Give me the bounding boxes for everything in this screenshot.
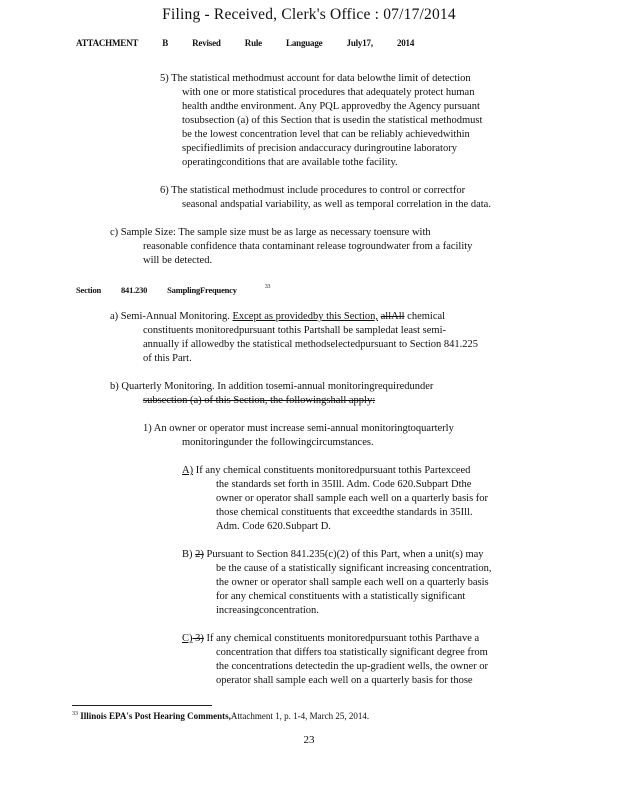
item-a-lead: a) Semi-Annual Monitoring. [110, 311, 233, 322]
item-6-line: seasonal andspatial variability, as well as temporal correlation in the data. [182, 199, 491, 210]
item-B-text: Pursuant to Section 841.235(c)(2) of this Part, when a unit(s) may [203, 549, 484, 560]
item-b1-line: monitoringunder the followingcircumstances. [182, 437, 374, 448]
item-5-line: 5) The statistical methodmust account for data belowthe limit of detection [160, 73, 471, 84]
attachment-revised: Revised [192, 38, 221, 48]
inserted-text: A) [182, 465, 194, 476]
item-5-line: with one or more statistical procedures that adequately protect human [182, 87, 475, 98]
item-c-line: c) Sample Size: The sample size must be as large as necessary toensure with [110, 227, 431, 238]
item-B-line: for any chemical constituents with a statistically significant [216, 591, 466, 602]
footnote-citation: Attachment 1, p. 1-4, March 25, 2014. [230, 711, 370, 721]
section-title: SamplingFrequency [167, 285, 237, 295]
footnote [72, 711, 369, 721]
item-A-line: Adm. Code 620.Subpart D. [216, 521, 331, 532]
attachment-rule: Rule [244, 38, 262, 48]
item-C-line: operator shall sample each well on a quarterly basis for those [216, 675, 473, 686]
struck-text: 2) [195, 549, 204, 560]
item-B-line: increasingconcentration. [216, 605, 319, 616]
item-a-line: annually if allowedby the statistical methodselectedpursuant to Section 841.225 [143, 339, 479, 350]
inserted-text: Except as providedby this Section, [232, 311, 378, 322]
item-B-line: be the cause of a statistically significant increasing concentration, [216, 563, 492, 574]
item-c-line: will be detected. [143, 255, 213, 266]
struck-text: 3) [192, 633, 204, 644]
attachment-date: July17, [346, 38, 373, 48]
section-heading [76, 285, 288, 295]
attachment-line [76, 38, 436, 48]
item-6-line: 6) The statistical methodmust include procedures to control or correctfor [160, 185, 466, 196]
struck-text: allAll [380, 311, 405, 322]
footnote-number: 33 [72, 711, 78, 717]
struck-text: subsection (a) of this Section, the followingshall apply: [143, 395, 376, 406]
item-B-line: the owner or operator shall sample each well on a quarterly basis [216, 577, 489, 588]
footnote-ref: 33 [264, 284, 271, 290]
item-A-line: owner or operator shall sample each well on a quarterly basis for [216, 493, 489, 504]
item-C-line [182, 632, 479, 647]
item-A-line: those chemical constituents that exceedthe standards in 35Ill. [216, 507, 473, 518]
item-5-line: be the lowest concentration level that can be reliably achievedwithin [182, 129, 470, 140]
item-A-text: If any chemical constituents monitoredpursuant tothis Partexceed [193, 465, 471, 476]
footnote-divider [72, 705, 212, 706]
item-B-line [182, 548, 484, 563]
page-number: 23 [303, 734, 315, 746]
attachment-year: 2014 [396, 38, 415, 48]
item-A-line: the standards set forth in 35Ill. Adm. Code 620.Subpart Dthe [216, 479, 472, 490]
item-b-line: b) Quarterly Monitoring. In addition tosemi-annual monitoringrequiredunder [110, 381, 434, 392]
item-b1-line: 1) An owner or operator must increase semi-annual monitoringtoquarterly [143, 423, 454, 434]
footnote-source: Illinois EPA's Post Hearing Comments, [78, 711, 231, 721]
item-C-line: concentration that differs toa statistically significant degree from [216, 647, 488, 658]
item-c-line: reasonable confidence thata contaminant release togroundwater from a facility [143, 241, 473, 252]
inserted-text: C) [182, 633, 193, 644]
attachment-language: Language [286, 38, 323, 48]
item-a-line [110, 310, 445, 325]
item-C-line: the concentrations detectedin the up-gradient wells, the owner or [216, 661, 489, 672]
item-5-line: operatingconditions that are available tothe facility. [182, 157, 398, 168]
item-5-line: specifiedlimits of precision andaccuracy duringroutine laboratory [182, 143, 457, 154]
item-5-line: health andthe environment. Any PQL approvedby the Agency pursuant [182, 101, 480, 112]
section-word: Section [76, 285, 102, 295]
item-A-line [182, 464, 470, 479]
item-B-label: B) [182, 549, 196, 560]
item-a-line: of this Part. [143, 353, 192, 364]
item-5-line: tosubsection (a) of this Section that is usedin the statistical methodmust [182, 115, 483, 126]
item-a-tail: chemical [404, 311, 446, 322]
item-C-text: If any chemical constituents monitoredpursuant tothis Parthave a [203, 633, 480, 644]
filing-header: Filing - Received, Clerk's Office : 07/17/2014 [162, 6, 456, 23]
item-a-line: constituents monitoredpursuant tothis Partshall be sampledat least semi- [143, 325, 446, 336]
section-number: 841.230 [120, 285, 148, 295]
attachment-word: ATTACHMENT [76, 38, 139, 48]
attachment-letter: B [162, 38, 169, 48]
